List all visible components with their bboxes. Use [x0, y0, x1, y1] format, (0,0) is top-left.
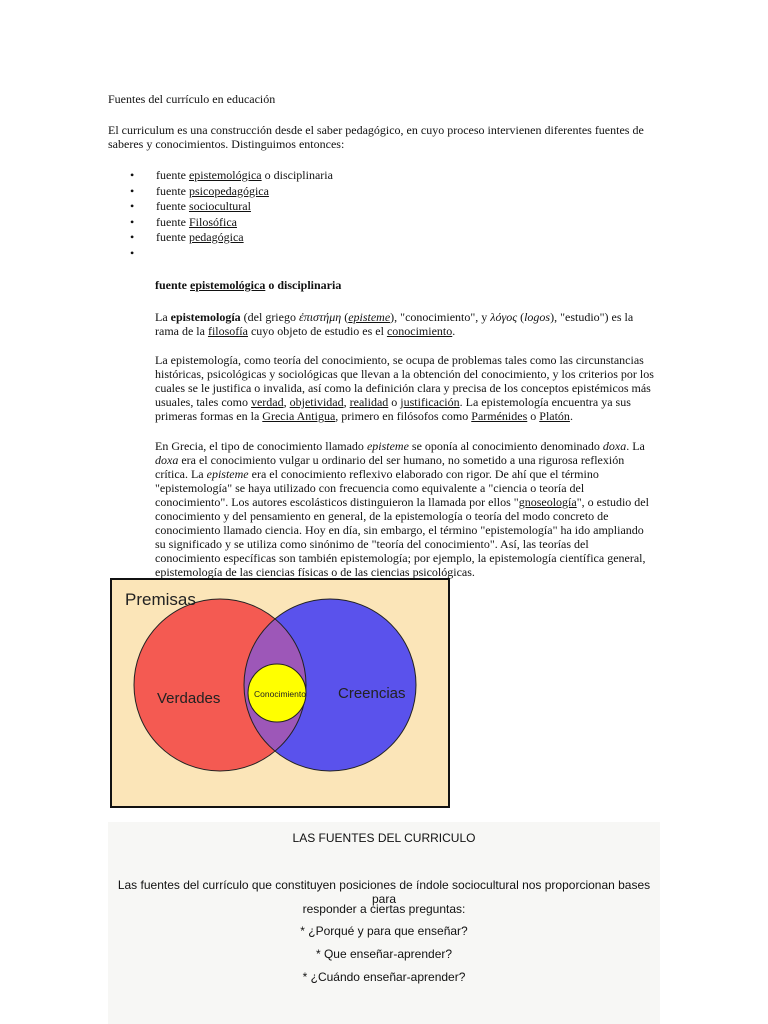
- list-item-text: fuente: [156, 230, 189, 244]
- venn-center-label: Conocimiento: [254, 689, 306, 699]
- fuentes-text-line1: Las fuentes del currículo que constituyen posiciones de índole sociocultural nos proporcionan bases para: [117, 878, 651, 906]
- question-when: * ¿Cuándo enseñar-aprender?: [302, 970, 466, 984]
- link-objetividad[interactable]: objetividad: [289, 395, 344, 409]
- list-item-text: fuente: [156, 199, 189, 213]
- link-parmenides[interactable]: Parménides: [471, 409, 528, 423]
- list-item-text: o disciplinaria: [261, 168, 333, 182]
- paragraph-definition: La epistemología (del griego ἐπιστήμη (episteme), "conocimiento", y λόγος (logos), "estudio") es la rama de la filosofía cuyo objeto de estudio es el conocimiento.: [155, 310, 634, 338]
- question-what: * Que enseñar-aprender?: [315, 947, 453, 961]
- document-title: Fuentes del currículo en educación: [108, 92, 276, 106]
- link-psicopedagogica[interactable]: psicopedagógica: [188, 183, 269, 198]
- link-pedagogica[interactable]: pedagógica: [188, 230, 244, 244]
- list-item-text: fuente: [156, 168, 189, 182]
- fuentes-heading: LAS FUENTES DEL CURRICULO: [292, 831, 476, 845]
- venn-right-label: Creencias: [338, 685, 406, 702]
- heading-text: o disciplinaria: [265, 278, 342, 292]
- link-filosofica[interactable]: Filosófica: [188, 214, 237, 229]
- bullet-icon: •: [130, 168, 135, 182]
- bullet-icon: •: [130, 199, 135, 213]
- fuentes-text-line2: responder a ciertas preguntas:: [302, 902, 466, 916]
- link-realidad[interactable]: realidad: [349, 395, 389, 409]
- sources-list: [108, 168, 333, 261]
- list-item: [108, 230, 333, 246]
- link-episteme[interactable]: episteme: [348, 310, 391, 324]
- heading-text: fuente: [155, 278, 190, 292]
- term-epistemologia: epistemología: [170, 310, 241, 324]
- bullet-icon: •: [130, 245, 135, 260]
- list-item: [108, 199, 333, 215]
- link-conocimiento[interactable]: conocimiento: [386, 324, 453, 338]
- greek-episteme: ἐπιστήμη: [298, 310, 342, 324]
- list-item: [108, 184, 333, 200]
- link-sociocultural[interactable]: sociocultural: [188, 199, 251, 213]
- question-why: * ¿Porqué y para que enseñar?: [300, 924, 468, 938]
- venn-title: Premisas: [125, 590, 196, 609]
- link-epistemologica[interactable]: epistemológica: [188, 168, 262, 182]
- venn-left-label: Verdades: [157, 690, 221, 707]
- bullet-icon: •: [130, 214, 135, 229]
- intro-paragraph: El curriculum es una construcción desde el saber pedagógico, en cuyo proceso intervienen diferentes fuentes de saberes y conocimientos. Distinguimos entonces:: [108, 123, 644, 151]
- greek-logos: λόγος: [490, 310, 518, 324]
- link-grecia-antigua[interactable]: Grecia Antigua: [262, 409, 336, 423]
- bullet-icon: •: [130, 230, 135, 244]
- heading-link-epistemologica[interactable]: epistemológica: [190, 278, 266, 292]
- list-item-text: fuente: [156, 214, 189, 229]
- link-verdad[interactable]: verdad: [250, 395, 284, 409]
- paragraph-theory: La epistemología, como teoría del conocimiento, se ocupa de problemas tales como las circunstancias históricas, psicológicas y sociológicas que llevan a la obtención del conocimiento, y los criterios por los cuales se le justifica o invalida, así como la definición clara y precisa de los conceptos epistémicos más usuales, tales como verdad, objetividad, realidad o justificación. La epistemología encuentra ya sus primeras formas en la Grecia Antigua, primero en filósofos como Parménides o Platón.: [155, 353, 654, 423]
- link-gnoseologia[interactable]: gnoseología: [518, 495, 577, 509]
- list-item-empty: [108, 246, 333, 262]
- bullet-icon: •: [130, 183, 135, 198]
- list-item: [108, 168, 333, 184]
- venn-diagram: [110, 578, 450, 808]
- link-filosofia[interactable]: filosofía: [207, 324, 248, 338]
- term-logos: logos: [524, 310, 551, 324]
- list-item: [108, 215, 333, 231]
- section-heading: [155, 278, 341, 292]
- link-platon[interactable]: Platón: [539, 409, 570, 423]
- list-item-text: fuente: [156, 183, 189, 198]
- fuentes-box: [108, 822, 660, 1024]
- link-justificacion[interactable]: justificación: [400, 395, 460, 409]
- paragraph-grecia: En Grecia, el tipo de conocimiento llamado episteme se oponía al conocimiento denominado doxa. La doxa era el conocimiento vulgar u ordinario del ser humano, no sometido a una rigurosa reflexión crítica. La episteme era el conocimiento reflexivo elaborado con rigor. De ahí que el término "epistemología" se haya utilizado con frecuencia como equivalente a "ciencia o teoría del conocimiento". Los autores escolásticos distinguieron la llamada por ellos "gnoseología", o estudio del conocimiento y del pensamiento en general, de la epistemología o teoría del modo concreto de conocimiento llamado ciencia. Hoy en día, sin embargo, el término "epistemología" ha ido ampliando su significado y se utiliza como sinónimo de "teoría del conocimiento". Así, las teorías del conocimiento específicas son también epistemología; por ejemplo, la epistemología científica general, epistemología de las ciencias físicas o de las ciencias psicológicas.: [155, 439, 649, 579]
